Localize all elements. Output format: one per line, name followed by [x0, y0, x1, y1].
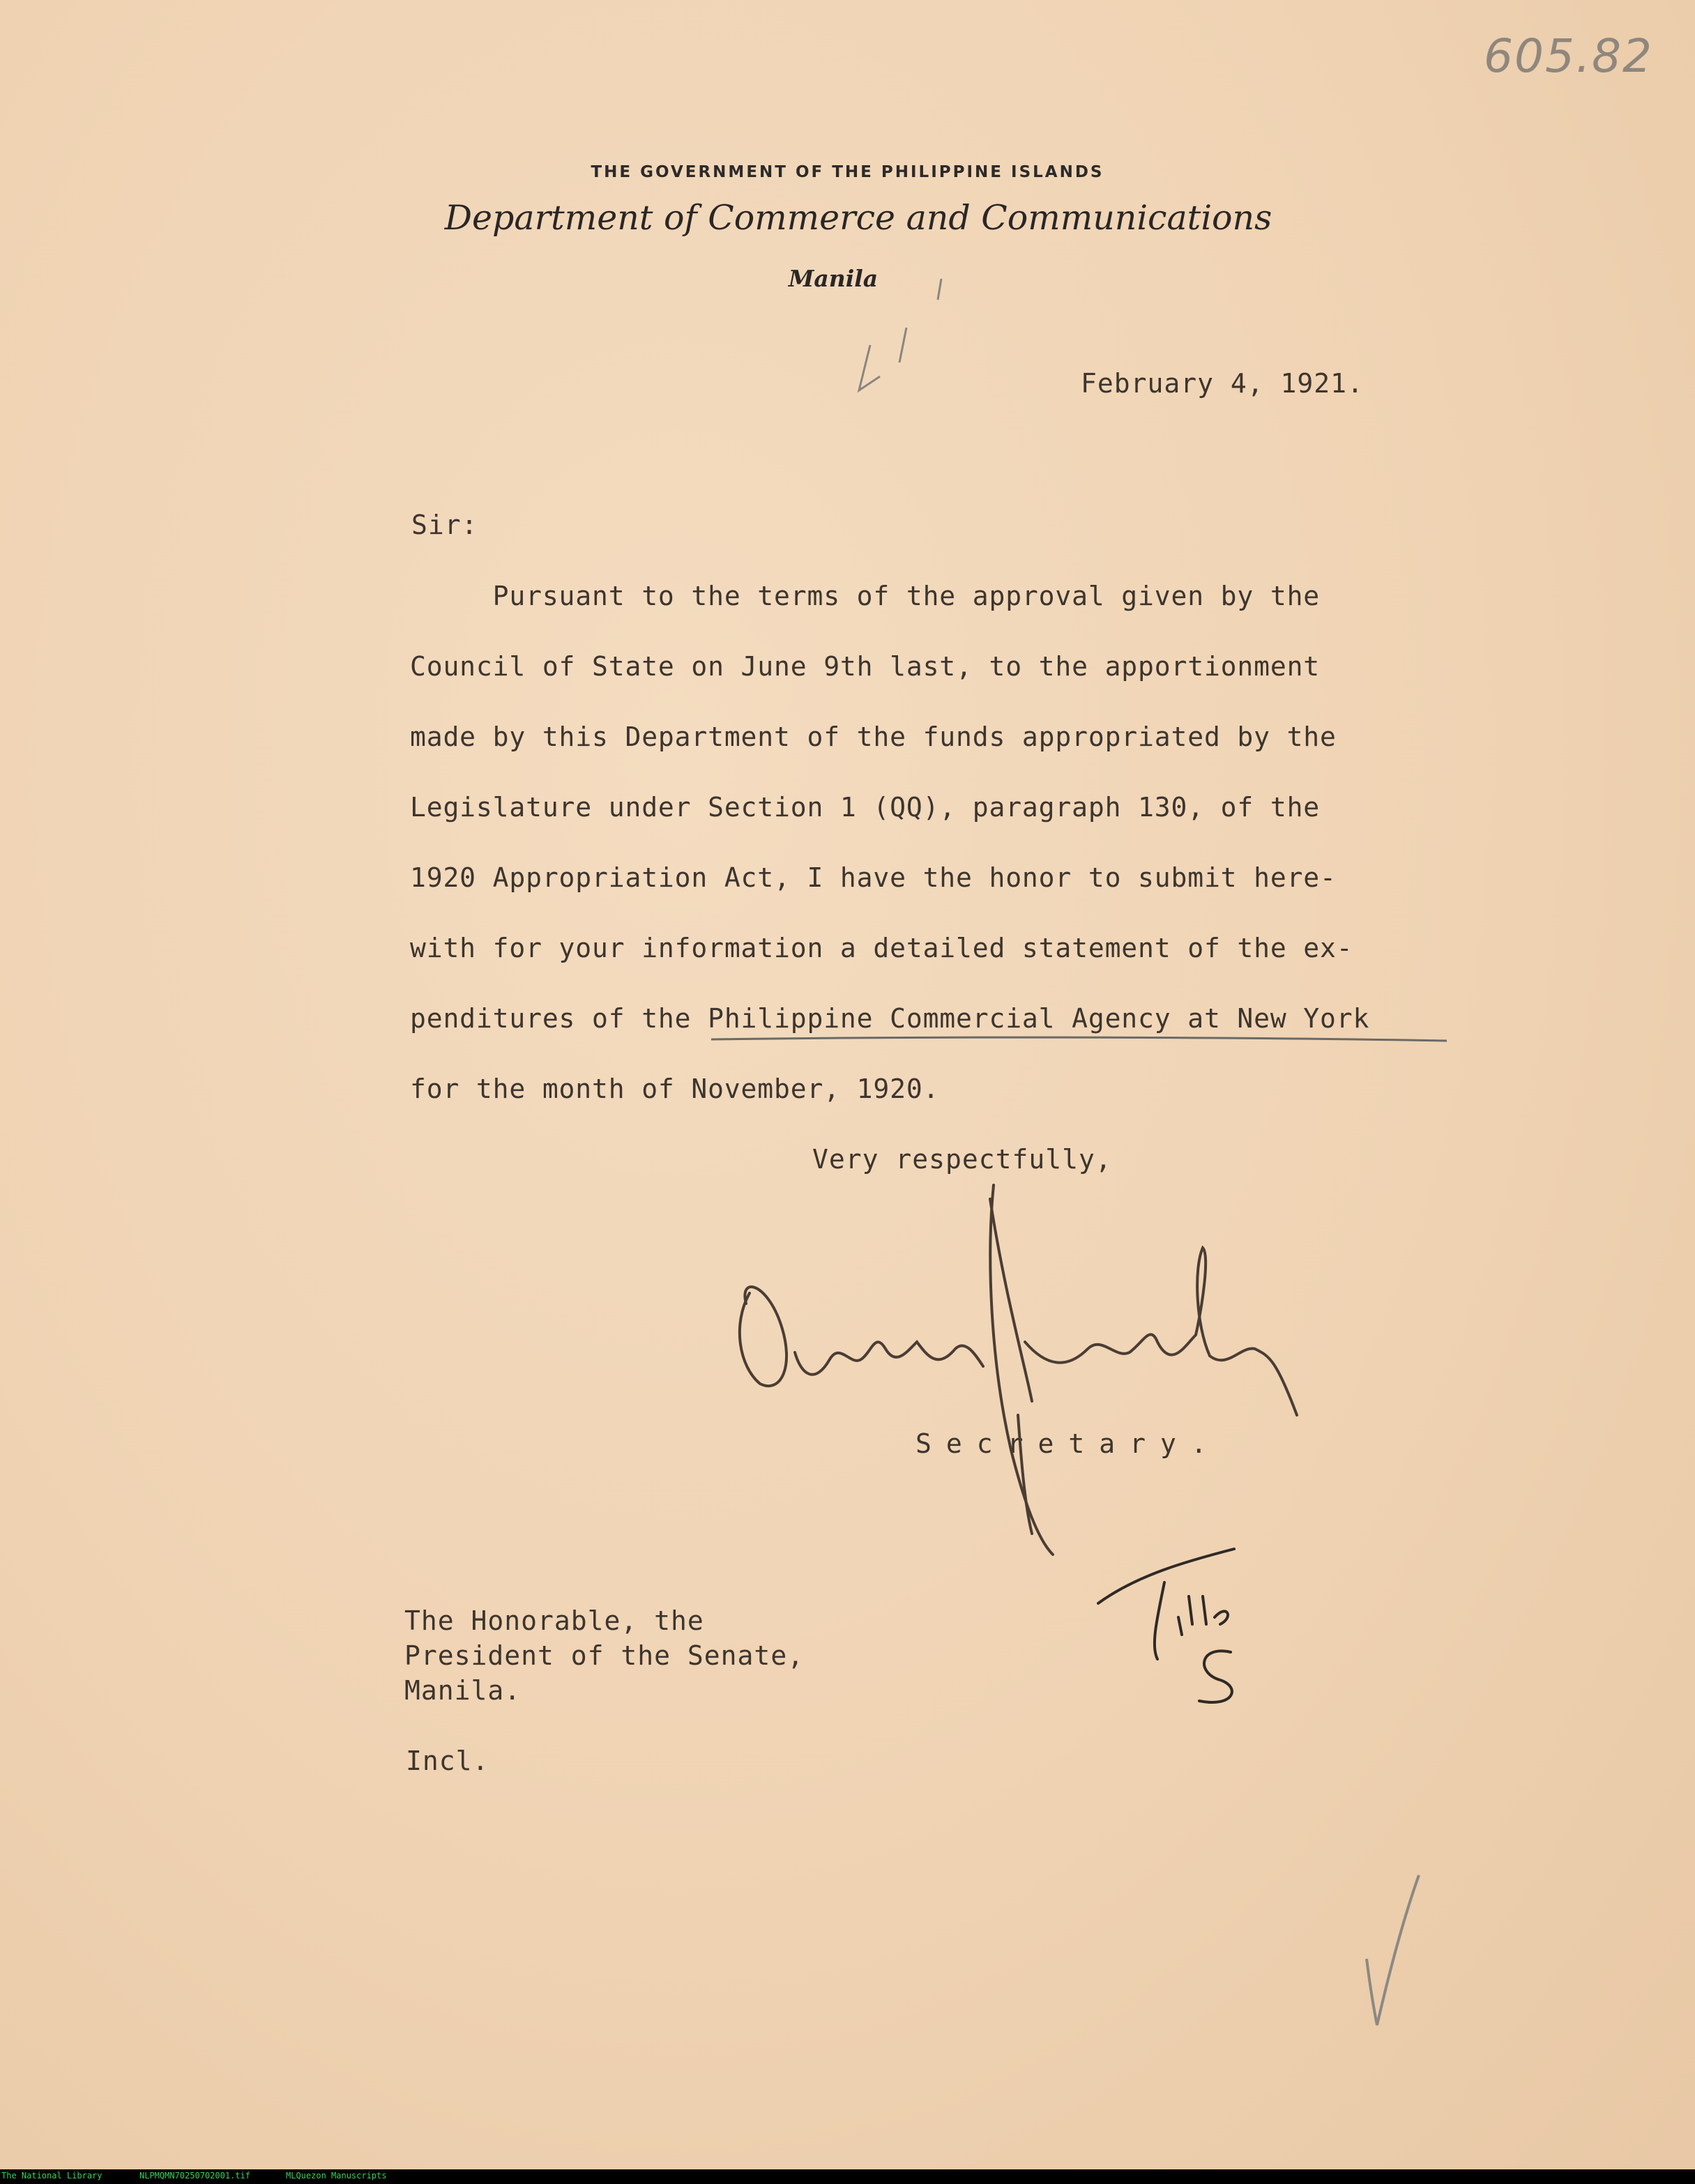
salutation: Sir: [411, 510, 478, 540]
pencil-mark [859, 279, 941, 390]
body-line: Legislature under Section 1 (QQ), paragraph 130, of the [410, 792, 1321, 823]
body-line: 1920 Appropriation Act, I have the honor to submit here- [410, 862, 1337, 893]
letterhead-government: THE GOVERNMENT OF THE PHILIPPINE ISLANDS [591, 163, 1104, 181]
addressee-line: The Honorable, the [404, 1605, 704, 1636]
scan-footer [0, 2169, 1695, 2184]
letterhead-place: Manila [788, 265, 879, 292]
footer-library: The National Library [1, 2171, 102, 2181]
archive-number: 605.82 [1484, 29, 1653, 83]
addressee-line: President of the Senate, [404, 1640, 805, 1671]
addressee-line: Manila. [404, 1675, 522, 1706]
body-line: made by this Department of the funds appropriated by the [410, 721, 1337, 752]
body-line: Pursuant to the terms of the approval given by the [410, 581, 1321, 611]
handwritten-file-note [1098, 1549, 1234, 1702]
signature-image [740, 1185, 1297, 1555]
signer-title: Secretary. [915, 1428, 1222, 1459]
pencil-underline [711, 1037, 1447, 1041]
letterhead-department: Department of Commerce and Communications [444, 198, 1272, 238]
letter-date: February 4, 1921. [1081, 368, 1364, 399]
body-line: Council of State on June 9th last, to the apportionment [410, 651, 1321, 682]
pencil-check-mark [1367, 1875, 1419, 2025]
enclosure-note: Incl. [406, 1746, 489, 1776]
body-line: for the month of November, 1920. [410, 1074, 940, 1104]
footer-collection: MLQuezon Manuscripts [286, 2171, 387, 2181]
body-line: with for your information a detailed statement of the ex- [410, 933, 1353, 963]
body-line: penditures of the Philippine Commercial Agency at New York [410, 1003, 1370, 1034]
footer-filename: NLPMQMN70250702001.tif [139, 2171, 250, 2181]
closing: Very respectfully, [812, 1144, 1112, 1175]
